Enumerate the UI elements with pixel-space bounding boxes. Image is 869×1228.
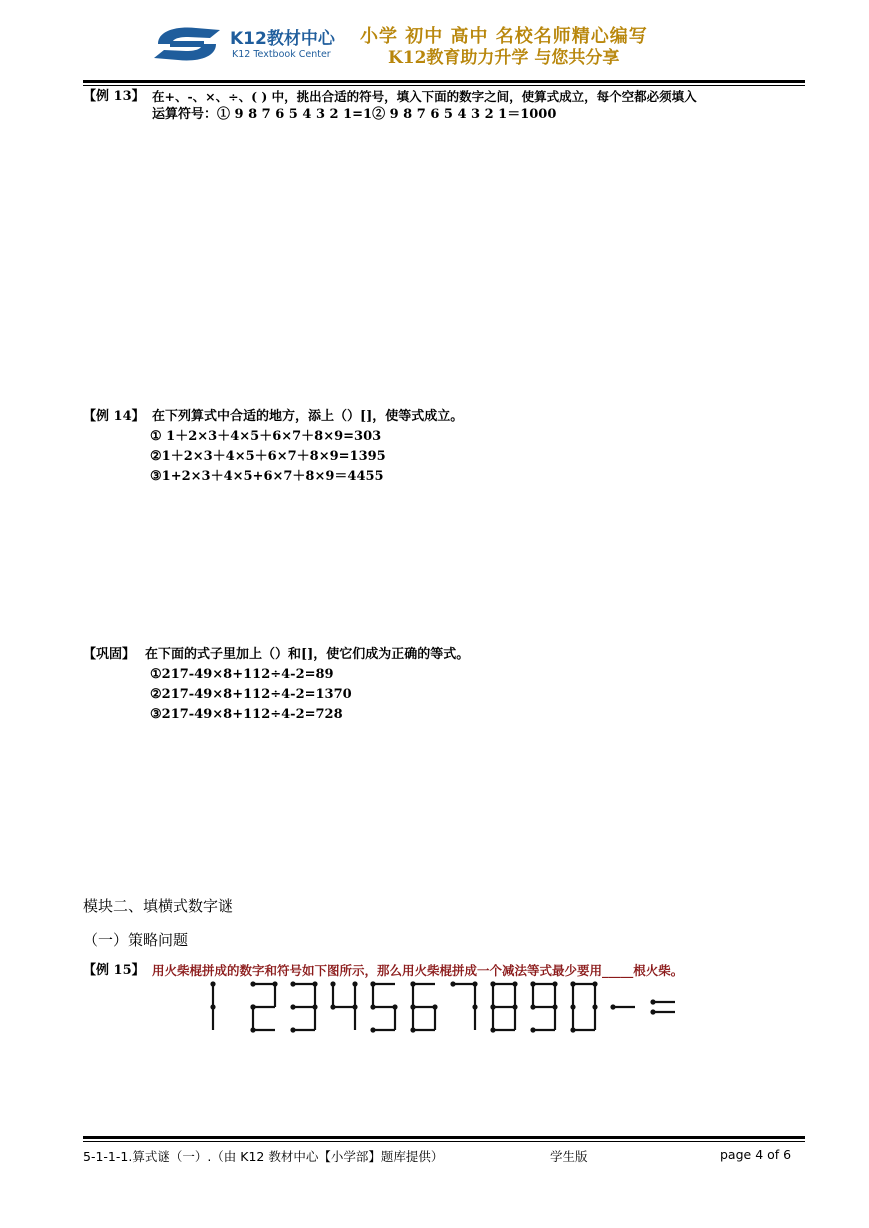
matchstick-head: [250, 1004, 255, 1009]
footer-page-number: page 4 of 6: [720, 1147, 792, 1162]
matchstick-head: [490, 981, 495, 986]
matchstick-head: [370, 1027, 375, 1032]
header-slogan-line2: K12教育助力升学 与您共分享: [388, 48, 620, 68]
matchstick-head: [530, 981, 535, 986]
matchstick-head: [570, 981, 575, 986]
matchstick-head: [592, 1004, 597, 1009]
matchstick-head: [272, 981, 277, 986]
matchstick-head: [530, 1004, 535, 1009]
example-13-text: 在+、-、×、÷、( ) 中，挑出合适的符号，填入下面的数字之间，使算式成立，每个空都必须填入: [152, 89, 697, 104]
brand-subtitle: K12 Textbook Center: [232, 49, 331, 60]
matchstick-head: [250, 1027, 255, 1032]
matchstick-head: [530, 1027, 535, 1032]
matchstick-symbol-3: [290, 981, 317, 1032]
matchstick-symbol-5: [370, 981, 397, 1032]
matchstick-head: [312, 1004, 317, 1009]
matchstick-head: [352, 1004, 357, 1009]
matchstick-head: [490, 1004, 495, 1009]
footer-edition: 学生版: [550, 1149, 588, 1164]
footer-divider-thin: [83, 1141, 805, 1142]
example-15-text: 用火柴棍拼成的数字和符号如下图所示，那么用火柴棍拼成一个减法等式最少要用_____根火柴。: [152, 963, 684, 978]
matchstick-head: [330, 981, 335, 986]
matchstick-head: [650, 1009, 655, 1014]
matchstick-head: [472, 1004, 477, 1009]
matchstick-symbol-0: [570, 981, 597, 1032]
matchstick-symbol-minus: [610, 1004, 635, 1009]
matchstick-symbol-equals: [650, 999, 675, 1014]
matchstick-symbol-7: [450, 981, 477, 1030]
matchstick-head: [592, 981, 597, 986]
consolidate-item-3: ③217-49×8+112÷4-2=728: [150, 707, 343, 722]
example-14-item-3: ③1+2×3＋4×5+6×7＋8×9＝4455: [150, 469, 384, 484]
brand-name: K12教材中心: [230, 29, 335, 49]
matchstick-head: [290, 1004, 295, 1009]
matchstick-head: [410, 1027, 415, 1032]
matchstick-head: [472, 981, 477, 986]
example-13-tag: 【例 13】: [83, 89, 145, 104]
k12-logo-icon: [150, 22, 224, 66]
header-divider-thin: [83, 85, 805, 86]
example-14-item-1: ① 1＋2×3＋4×5＋6×7＋8×9=303: [150, 429, 382, 444]
example-14-item-2: ②1＋2×3＋4×5＋6×7＋8×9=1395: [150, 449, 386, 464]
matchstick-head: [610, 1004, 615, 1009]
matchstick-head: [552, 981, 557, 986]
matchstick-head: [410, 1004, 415, 1009]
matchstick-head: [370, 981, 375, 986]
matchstick-symbol-2: [250, 981, 277, 1032]
matchstick-head: [250, 981, 255, 986]
footer-source: 5-1-1-1.算式谜（一）.（由 K12 教材中心【小学部】题库提供）: [83, 1149, 444, 1164]
consolidate-tag: 【巩固】: [83, 647, 136, 662]
matchstick-head: [370, 1004, 375, 1009]
matchstick-symbol-1: [210, 981, 215, 1030]
module-subtitle: （一）策略问题: [83, 931, 189, 949]
example-15-tag: 【例 15】: [83, 963, 145, 978]
matchstick-symbol-9: [530, 981, 557, 1032]
footer-divider-thick: [83, 1136, 805, 1139]
module-title: 模块二、填横式数字谜: [83, 897, 234, 915]
header-divider-thick: [83, 80, 805, 83]
matchstick-symbol-4: [330, 981, 357, 1030]
matchstick-head: [450, 981, 455, 986]
example-13-equations: 运算符号：① 9 8 7 6 5 4 3 2 1=1② 9 8 7 6 5 4 3 2 1＝1000: [152, 107, 557, 122]
header-slogan-line1: 小学 初中 高中 名校名师精心编写: [360, 26, 648, 47]
matchstick-head: [290, 981, 295, 986]
matchstick-head: [210, 981, 215, 986]
matchstick-head: [650, 999, 655, 1004]
matchstick-head: [210, 1004, 215, 1009]
example-14-tag: 【例 14】: [83, 409, 145, 424]
matchstick-head: [290, 1027, 295, 1032]
consolidate-item-1: ①217-49×8+112÷4-2=89: [150, 667, 334, 682]
matchstick-head: [392, 1004, 397, 1009]
matchstick-head: [312, 981, 317, 986]
consolidate-item-2: ②217-49×8+112÷4-2=1370: [150, 687, 352, 702]
matchstick-head: [410, 981, 415, 986]
matchstick-digits-figure: [205, 980, 685, 1034]
matchstick-symbol-6: [410, 981, 437, 1032]
matchstick-head: [512, 981, 517, 986]
example-14-text: 在下列算式中合适的地方，添上（）[]，使等式成立。: [152, 409, 464, 424]
matchstick-head: [330, 1004, 335, 1009]
matchstick-head: [352, 981, 357, 986]
matchstick-symbol-8: [490, 981, 517, 1032]
consolidate-text: 在下面的式子里加上（）和[]，使它们成为正确的等式。: [145, 647, 470, 662]
matchstick-head: [432, 1004, 437, 1009]
